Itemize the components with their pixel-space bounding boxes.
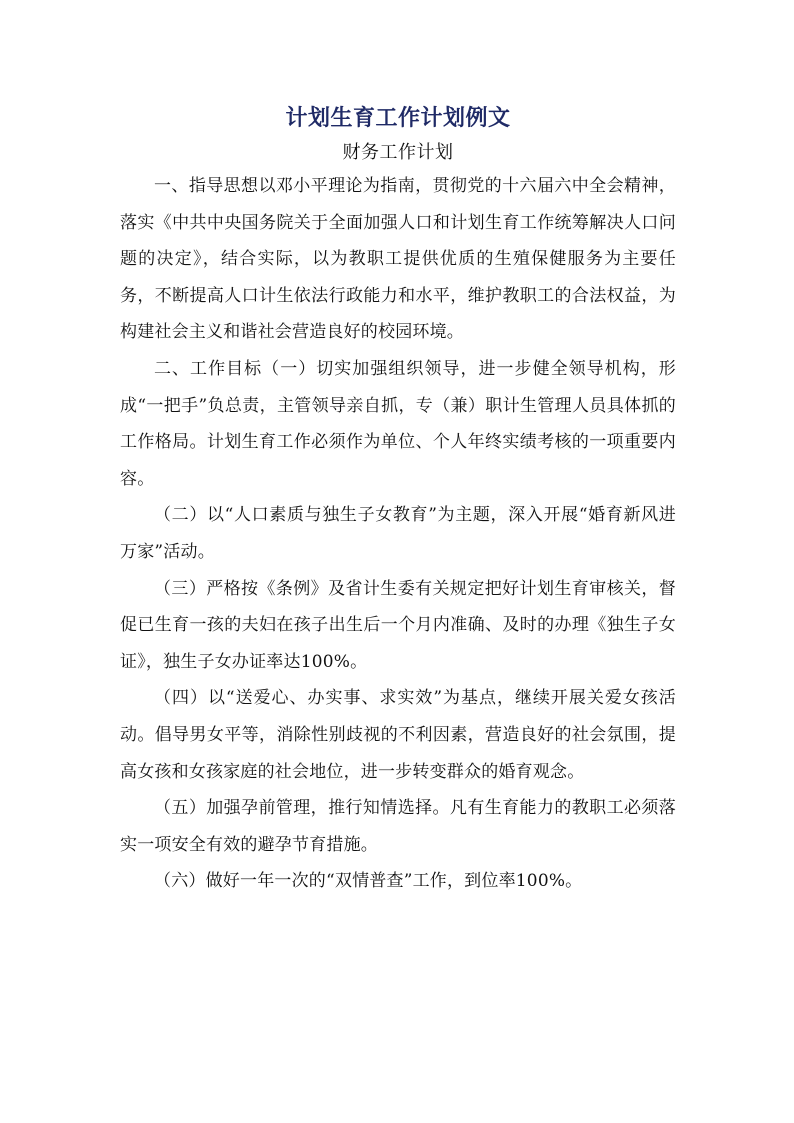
document-body — [120, 98, 676, 900]
document-title: 计划生育工作计划例文 — [285, 105, 511, 131]
paragraph-item-2: （二）以“人口素质与独生子女教育”为主题，深入开展“婚育新风进万家”活动。 — [120, 505, 676, 562]
paragraph-item-3: （三）严格按《条例》及省计生委有关规定把好计划生育审核关，督促已生育一孩的夫妇在孩子出生后一个月内准确、及时的办理《独生子女证》，独生子女办证率达100%。 — [120, 578, 676, 672]
paragraph-item-4: （四）以“送爱心、办实事、求实效”为基点，继续开展关爱女孩活动。倡导男女平等，消除性别歧视的不利因素，营造良好的社会氛围，提高女孩和女孩家庭的社会地位，进一步转变群众的婚育观念。 — [120, 688, 676, 782]
paragraph-guiding-ideology: 一、指导思想以邓小平理论为指南，贯彻党的十六届六中全会精神，落实《中共中央国务院关于全面加强人口和计划生育工作统筹解决人口问题的决定》，结合实际，以为教职工提供优质的生殖保健服务为主要任务，不断提高人口计生依法行政能力和水平，维护教职工的合法权益，为构建社会主义和谐社会营造良好的校园环境。 — [120, 176, 676, 343]
paragraph-item-5: （五）加强孕前管理，推行知情选择。凡有生育能力的教职工必须落实一项安全有效的避孕节育措施。 — [120, 798, 676, 855]
paragraph-item-6: （六）做好一年一次的“双情普查”工作，到位率100%。 — [154, 871, 583, 892]
paragraph-work-goals: 二、工作目标（一）切实加强组织领导，进一步健全领导机构，形成“一把手”负总责，主管领导亲自抓，专（兼）职计生管理人员具体抓的工作格局。计划生育工作必须作为单位、个人年终实绩考核的一项重要内容。 — [120, 358, 676, 489]
document-subtitle: 财务工作计划 — [342, 142, 454, 163]
